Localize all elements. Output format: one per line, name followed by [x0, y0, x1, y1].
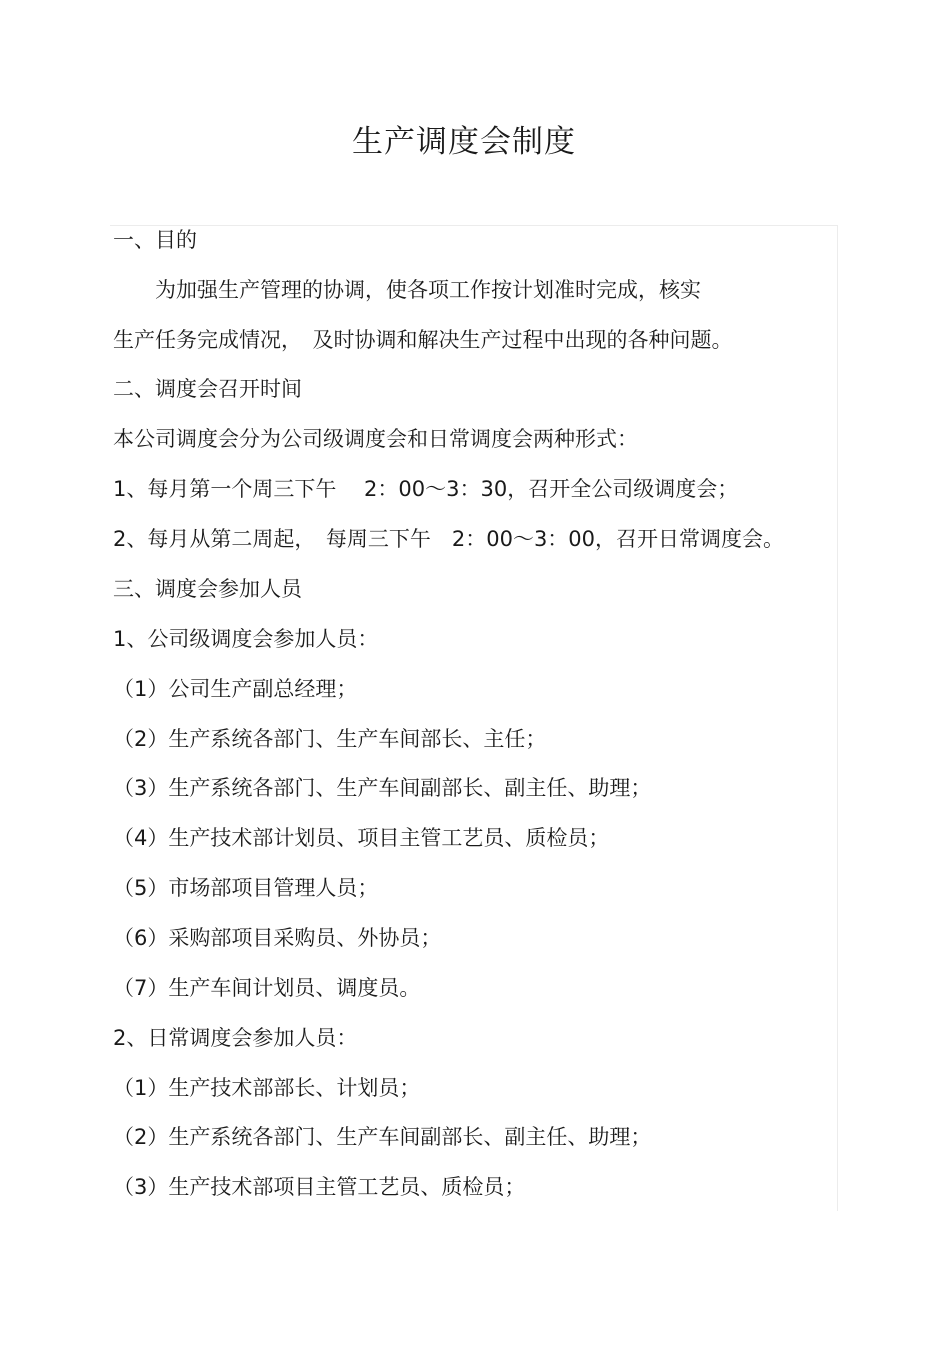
content-frame: [110, 225, 838, 1211]
sub-list-item: （2）生产系统各部门、生产车间部长、主任；: [113, 727, 547, 751]
section-heading-participants: 三、调度会参加人员: [113, 577, 302, 601]
sub-list-item: （2）生产系统各部门、生产车间副部长、副主任、助理；: [113, 1125, 652, 1149]
sub-list-item: （5）市场部项目管理人员；: [113, 876, 379, 900]
list-item: 2、每月从第二周起， 每周三下午 2：00～3：00，召开日常调度会。: [113, 527, 785, 551]
sub-list-item: （6）采购部项目采购员、外协员；: [113, 926, 442, 950]
list-item: 1、每月第一个周三下午 2：00～3：30，召开全公司级调度会；: [113, 477, 739, 501]
list-item: 1、公司级调度会参加人员：: [113, 627, 379, 651]
page-title: 生产调度会制度: [352, 124, 576, 160]
list-item: 2、日常调度会参加人员：: [113, 1026, 358, 1050]
sub-list-item: （3）生产技术部项目主管工艺员、质检员；: [113, 1175, 526, 1199]
sub-list-item: （1）生产技术部部长、计划员；: [113, 1076, 421, 1100]
sub-list-item: （1）公司生产副总经理；: [113, 677, 358, 701]
sub-list-item: （3）生产系统各部门、生产车间副部长、副主任、助理；: [113, 776, 652, 800]
section-heading-meeting-time: 二、调度会召开时间: [113, 377, 302, 401]
paragraph-line: 生产任务完成情况， 及时协调和解决生产过程中出现的各种问题。: [113, 328, 733, 352]
paragraph-line: 为加强生产管理的协调，使各项工作按计划准时完成，核实: [113, 278, 701, 302]
section-heading-purpose: 一、目的: [113, 228, 197, 252]
sub-list-item: （4）生产技术部计划员、项目主管工艺员、质检员；: [113, 826, 610, 850]
sub-list-item: （7）生产车间计划员、调度员。: [113, 976, 421, 1000]
paragraph-line: 本公司调度会分为公司级调度会和日常调度会两种形式：: [113, 427, 638, 451]
